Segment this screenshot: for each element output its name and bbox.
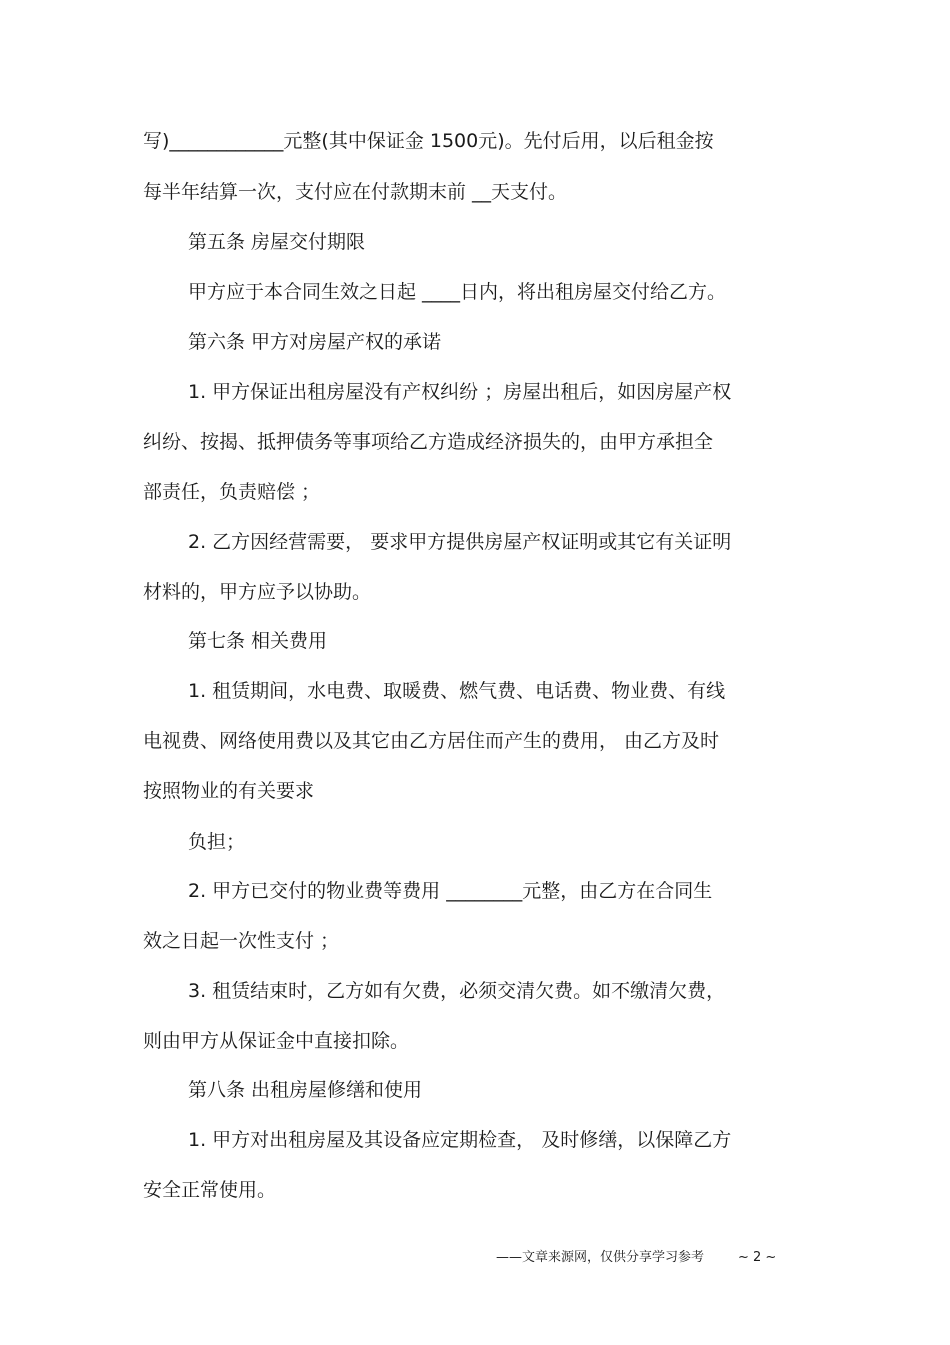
text-line: 1. 租赁期间，水电费、取暖费、燃气费、电话费、物业费、有线 bbox=[188, 680, 726, 702]
text-line: 电视费、网络使用费以及其它由乙方居住而产生的费用， 由乙方及时 bbox=[143, 730, 720, 752]
footer-source-note: ——文章来源网，仅供分享学习参考 bbox=[496, 1250, 705, 1265]
text-line: 负担； bbox=[188, 831, 246, 853]
text-line: 1. 甲方保证出租房屋没有产权纠纷 ；房屋出租后，如因房屋产权 bbox=[188, 381, 732, 403]
text-line: 3. 租赁结束时，乙方如有欠费，必须交清欠费。如不缴清欠费， bbox=[188, 980, 726, 1002]
section-heading: 第八条 出租房屋修缮和使用 bbox=[188, 1079, 423, 1101]
text-line: 材料的，甲方应予以协助。 bbox=[143, 581, 372, 603]
text-line: 纠纷、按揭、抵押债务等事项给乙方造成经济损失的，由甲方承担全 bbox=[143, 431, 714, 453]
text-line: 效之日起一次性支付 ； bbox=[143, 930, 340, 952]
text-line: 安全正常使用。 bbox=[143, 1179, 277, 1201]
section-heading: 第五条 房屋交付期限 bbox=[188, 231, 366, 253]
text-line: 甲方应于本合同生效之日起 ____日内，将出租房屋交付给乙方。 bbox=[188, 281, 727, 303]
page-number: ~ 2 ~ bbox=[738, 1250, 777, 1265]
text-line: 则由甲方从保证金中直接扣除。 bbox=[143, 1030, 410, 1052]
section-heading: 第六条 甲方对房屋产权的承诺 bbox=[188, 331, 442, 353]
text-line: 2. 甲方已交付的物业费等费用 ________元整，由乙方在合同生 bbox=[188, 880, 713, 902]
text-line: 写)____________元整(其中保证金 1500元)。先付后用，以后租金按 bbox=[143, 130, 714, 152]
section-heading: 第七条 相关费用 bbox=[188, 630, 328, 652]
text-line: 2. 乙方因经营需要， 要求甲方提供房屋产权证明或其它有关证明 bbox=[188, 531, 732, 553]
text-line: 部责任，负责赔偿 ； bbox=[143, 481, 321, 503]
text-line: 1. 甲方对出租房屋及其设备应定期检查， 及时修缮，以保障乙方 bbox=[188, 1129, 732, 1151]
text-line: 每半年结算一次，支付应在付款期末前 __天支付。 bbox=[143, 181, 568, 203]
text-line: 按照物业的有关要求 bbox=[143, 780, 315, 802]
